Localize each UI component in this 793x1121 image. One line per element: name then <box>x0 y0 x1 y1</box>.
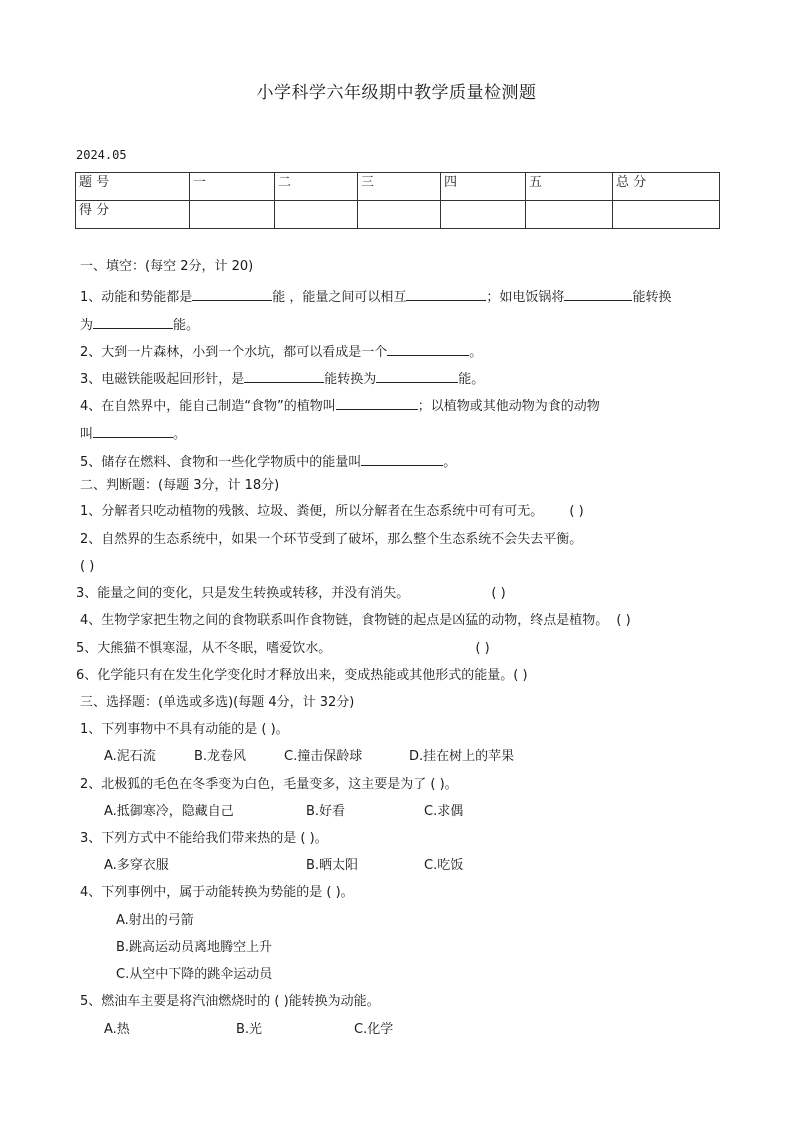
question-text: 能转换 <box>632 290 672 305</box>
choice-question-3: 3、下列方式中不能给我们带来热的是 ( )。 <box>80 831 328 846</box>
choice-options-3 <box>104 857 463 875</box>
answer-paren[interactable]: ( ) <box>491 586 506 601</box>
question-text: 能转换为 <box>324 372 377 387</box>
score-cell <box>441 201 526 229</box>
fill-question-4 <box>80 395 600 416</box>
judge-question-2-paren <box>80 558 94 576</box>
judge-question-3 <box>76 585 506 603</box>
question-text: 。 <box>469 345 483 360</box>
score-cell <box>190 201 275 229</box>
score-header-cell: 一 <box>190 173 275 201</box>
choice-options-1 <box>104 748 514 766</box>
question-text: 4、在自然界中，能自己制造“食物”的植物叫 <box>80 399 336 414</box>
choice-option-4b[interactable]: B.跳高运动员离地腾空上升 <box>116 940 273 955</box>
section-2-heading: 二、判断题：(每题 3分，计 18分) <box>80 478 280 493</box>
answer-paren[interactable]: ( ) <box>513 668 528 683</box>
judge-question-4 <box>80 612 631 630</box>
fill-question-1 <box>80 286 671 307</box>
question-text: 能。 <box>458 372 485 387</box>
answer-blank[interactable] <box>564 286 632 301</box>
question-text: 3、电磁铁能吸起回形针，是 <box>80 372 245 387</box>
answer-blank[interactable] <box>376 368 458 383</box>
answer-blank[interactable] <box>192 286 272 301</box>
question-text: 能。 <box>173 318 200 333</box>
option-c[interactable]: C.撞击保龄球 <box>284 749 363 764</box>
answer-paren[interactable]: ( ) <box>569 504 584 519</box>
choice-option-4c[interactable]: C.从空中下降的跳伞运动员 <box>116 967 273 982</box>
answer-paren[interactable]: ( ) <box>80 559 95 574</box>
option-a[interactable]: A.泥石流 <box>104 749 156 764</box>
option-a[interactable]: A.抵御寒冷，隐藏自己 <box>104 804 234 819</box>
option-a[interactable]: A.多穿衣服 <box>104 858 169 873</box>
score-cell <box>358 201 441 229</box>
question-text: 3、能量之间的变化，只是发生转换或转移，并没有消失。 <box>76 586 410 601</box>
score-cell <box>275 201 358 229</box>
fill-question-4-cont <box>80 423 186 444</box>
question-text: 5、储存在燃料、食物和一些化学物质中的能量叫 <box>80 455 362 470</box>
question-text: 1、分解者只吃动植物的残骸、垃圾、粪便，所以分解者在生态系统中可有可无。 <box>80 504 544 519</box>
answer-blank[interactable] <box>387 341 469 356</box>
score-header-cell: 五 <box>526 173 613 201</box>
option-b[interactable]: B.好看 <box>306 804 346 819</box>
score-table-header-row <box>76 173 720 201</box>
answer-paren[interactable]: ( ) <box>475 641 490 656</box>
score-cell <box>526 201 613 229</box>
answer-blank[interactable] <box>93 314 173 329</box>
score-header-cell: 题 号 <box>76 173 190 201</box>
question-text: 。 <box>443 455 457 470</box>
option-b[interactable]: B.光 <box>236 1022 263 1037</box>
score-row-label: 得 分 <box>76 201 190 229</box>
section-1-heading: 一、填空：(每空 2分，计 20) <box>80 259 254 274</box>
question-text: 2、大到一片森林，小到一个水坑，都可以看成是一个 <box>80 345 388 360</box>
score-header-cell: 四 <box>441 173 526 201</box>
question-text: ；以植物或其他动物为食的动物 <box>417 399 600 414</box>
answer-blank[interactable] <box>93 423 173 438</box>
question-text: 为 <box>80 318 94 333</box>
answer-blank[interactable] <box>361 451 443 466</box>
judge-question-6 <box>76 667 528 685</box>
judge-question-5 <box>76 640 490 658</box>
question-text: 能 ，能量之间可以相互 <box>272 290 407 305</box>
option-d[interactable]: D.挂在树上的苹果 <box>409 749 515 764</box>
choice-question-5: 5、燃油车主要是将汽油燃烧时的 ( )能转换为动能。 <box>80 994 380 1009</box>
question-text: 6、化学能只有在发生化学变化时才释放出来，变成热能或其他形式的能量。 <box>76 668 514 683</box>
fill-question-3 <box>80 368 484 389</box>
question-text: 2、自然界的生态系统中，如果一个环节受到了破坏，那么整个生态系统不会失去平衡。 <box>80 532 583 547</box>
fill-question-2 <box>80 341 482 362</box>
answer-blank[interactable] <box>244 368 324 383</box>
choice-option-4a[interactable]: A.射出的弓箭 <box>116 913 194 928</box>
question-text: ；如电饭锅将 <box>486 290 565 305</box>
section-3-heading: 三、选择题：(单选或多选)(每题 4分，计 32分) <box>80 695 355 710</box>
judge-question-2 <box>80 531 582 549</box>
score-table <box>75 172 720 229</box>
answer-blank[interactable] <box>406 286 486 301</box>
page-title: 小学科学六年级期中教学质量检测题 <box>256 83 537 103</box>
score-header-cell: 总 分 <box>613 173 720 201</box>
choice-question-1: 1、下列事物中不具有动能的是 ( )。 <box>80 722 289 737</box>
question-text: 1、动能和势能都是 <box>80 290 193 305</box>
choice-options-2 <box>104 803 463 821</box>
choice-question-2: 2、北极狐的毛色在冬季变为白色，毛量变多，这主要是为了 ( )。 <box>80 777 458 792</box>
answer-paren[interactable]: ( ) <box>616 613 631 628</box>
option-c[interactable]: C.吃饭 <box>424 858 464 873</box>
exam-date: 2024.05 <box>76 148 127 162</box>
fill-question-1-cont <box>80 314 199 335</box>
question-text: 5、大熊猫不惧寒湿，从不冬眠，嗜爱饮水。 <box>76 641 332 656</box>
score-table-score-row <box>76 201 720 229</box>
score-header-cell: 二 <box>275 173 358 201</box>
question-text: 4、生物学家把生物之间的食物联系叫作食物链，食物链的起点是凶猛的动物，终点是植物。 <box>80 613 609 628</box>
judge-question-1 <box>80 503 584 521</box>
option-c[interactable]: C.化学 <box>354 1022 394 1037</box>
option-a[interactable]: A.热 <box>104 1022 130 1037</box>
answer-blank[interactable] <box>336 395 418 410</box>
option-b[interactable]: B.晒太阳 <box>306 858 359 873</box>
question-text: 。 <box>173 427 187 442</box>
question-text: 叫 <box>80 427 94 442</box>
option-c[interactable]: C.求偶 <box>424 804 464 819</box>
score-cell <box>613 201 720 229</box>
choice-options-5 <box>104 1021 393 1039</box>
score-header-cell: 三 <box>358 173 441 201</box>
fill-question-5 <box>80 451 456 472</box>
option-b[interactable]: B.龙卷风 <box>194 749 247 764</box>
choice-question-4: 4、下列事例中，属于动能转换为势能的是 ( )。 <box>80 885 354 900</box>
